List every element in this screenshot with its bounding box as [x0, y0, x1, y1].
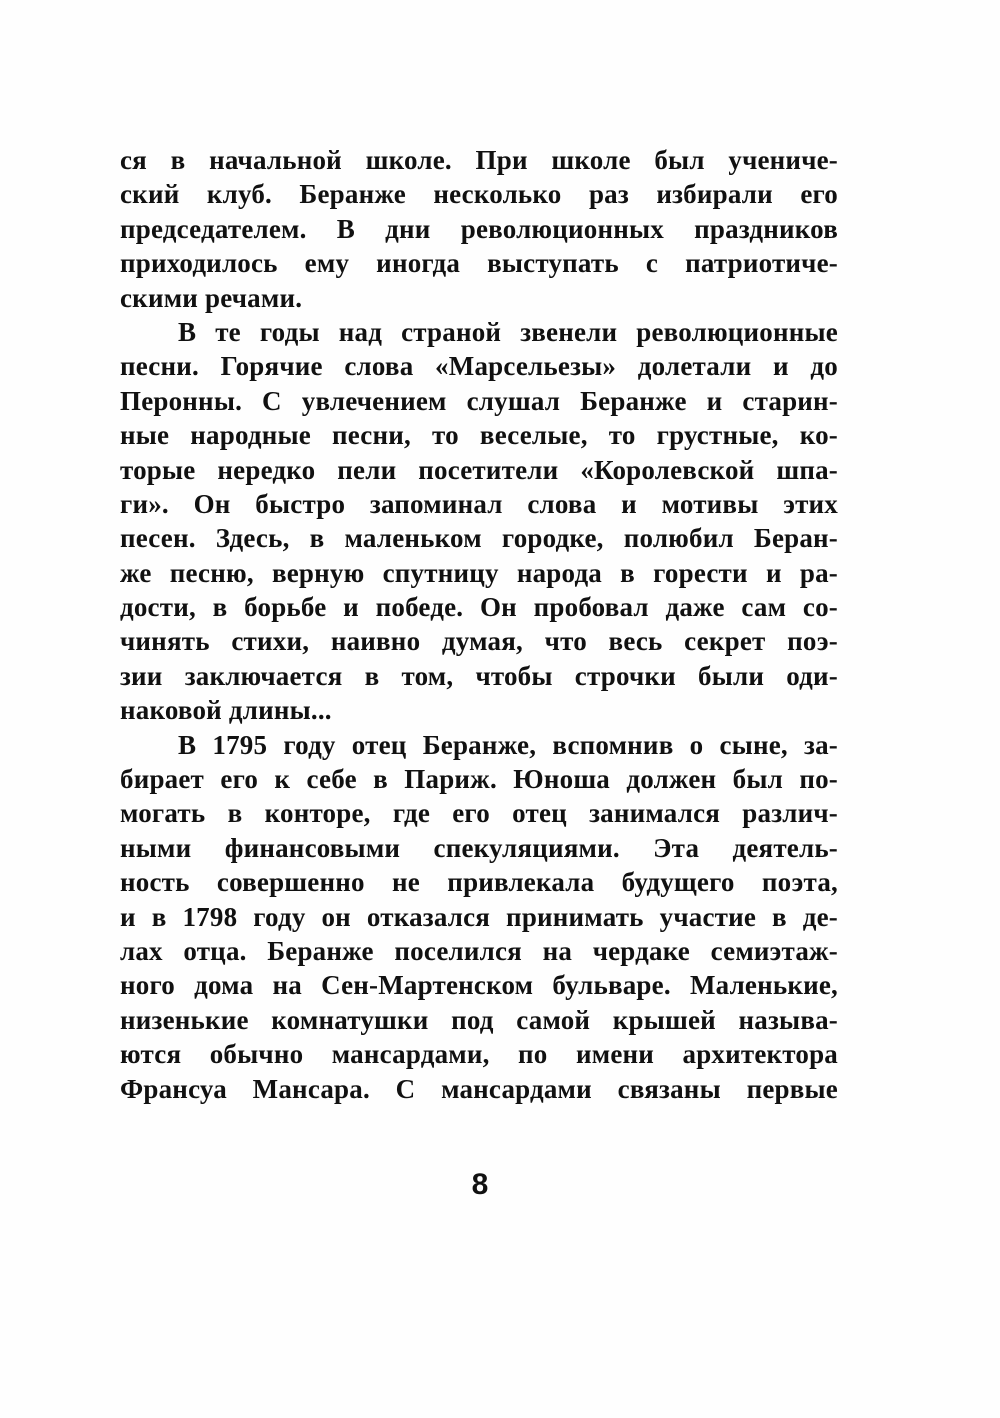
body-text — [120, 143, 838, 1106]
text-line: могать в конторе, где его отец занимался различ- — [120, 798, 838, 829]
text-line: ными финансовыми спекуляциями. Эта деятель- — [120, 832, 838, 863]
text-line: ются обычно мансардами, по имени архитектора — [120, 1039, 838, 1070]
text-line: ся в начальной школе. При школе был учениче- — [120, 145, 838, 175]
text-line: чинять стихи, наивно думая, что весь секрет поэ- — [120, 626, 838, 657]
text-line: В те годы над страной звенели революционные — [178, 316, 838, 347]
text-line: ного дома на Сен-Мартенском бульваре. Маленькие, — [120, 970, 838, 1001]
text-line: В 1795 году отец Беранже, вспомнив о сыне, за- — [178, 729, 838, 760]
text-line: низенькие комнатушки под самой крышей называ- — [120, 1004, 838, 1035]
text-line: бирает его к себе в Париж. Юноша должен был по- — [120, 764, 838, 795]
text-line: лах отца. Беранже поселился на чердаке семиэтаж- — [120, 935, 838, 966]
text-line: Перонны. С увлечением слушал Беранже и старин- — [120, 385, 838, 416]
text-line: скими речами. — [120, 282, 303, 313]
text-line: наковой длины... — [120, 695, 332, 726]
text-line: Франсуа Мансара. С мансардами связаны первые — [120, 1073, 838, 1104]
text-line: дости, в борьбе и победе. Он пробовал даже сам со- — [120, 592, 838, 623]
text-line: ги». Он быстро запоминал слова и мотивы этих — [120, 488, 838, 519]
text-line: и в 1798 году он отказался принимать участие в де- — [120, 901, 838, 932]
page-number: 8 — [471, 1168, 489, 1201]
text-line: ский клуб. Беранже несколько раз избирали его — [120, 179, 838, 210]
text-line: председателем. В дни революционных праздников — [120, 213, 838, 244]
text-line: песни. Горячие слова «Марсельезы» долетали и до — [120, 351, 838, 382]
text-line: же песню, верную спутницу народа в горести и ра- — [120, 557, 838, 588]
text-line: приходилось ему иногда выступать с патриотиче- — [120, 248, 838, 279]
text-line: песен. Здесь, в маленьком городке, полюбил Беран- — [120, 523, 838, 554]
text-line: ность совершенно не привлекала будущего поэта, — [120, 867, 838, 898]
text-line: зии заключается в том, чтобы строчки были оди- — [120, 660, 838, 691]
text-line: торые нередко пели посетители «Королевской шпа- — [120, 454, 838, 485]
text-line: ные народные песни, то веселые, то грустные, ко- — [120, 420, 838, 451]
